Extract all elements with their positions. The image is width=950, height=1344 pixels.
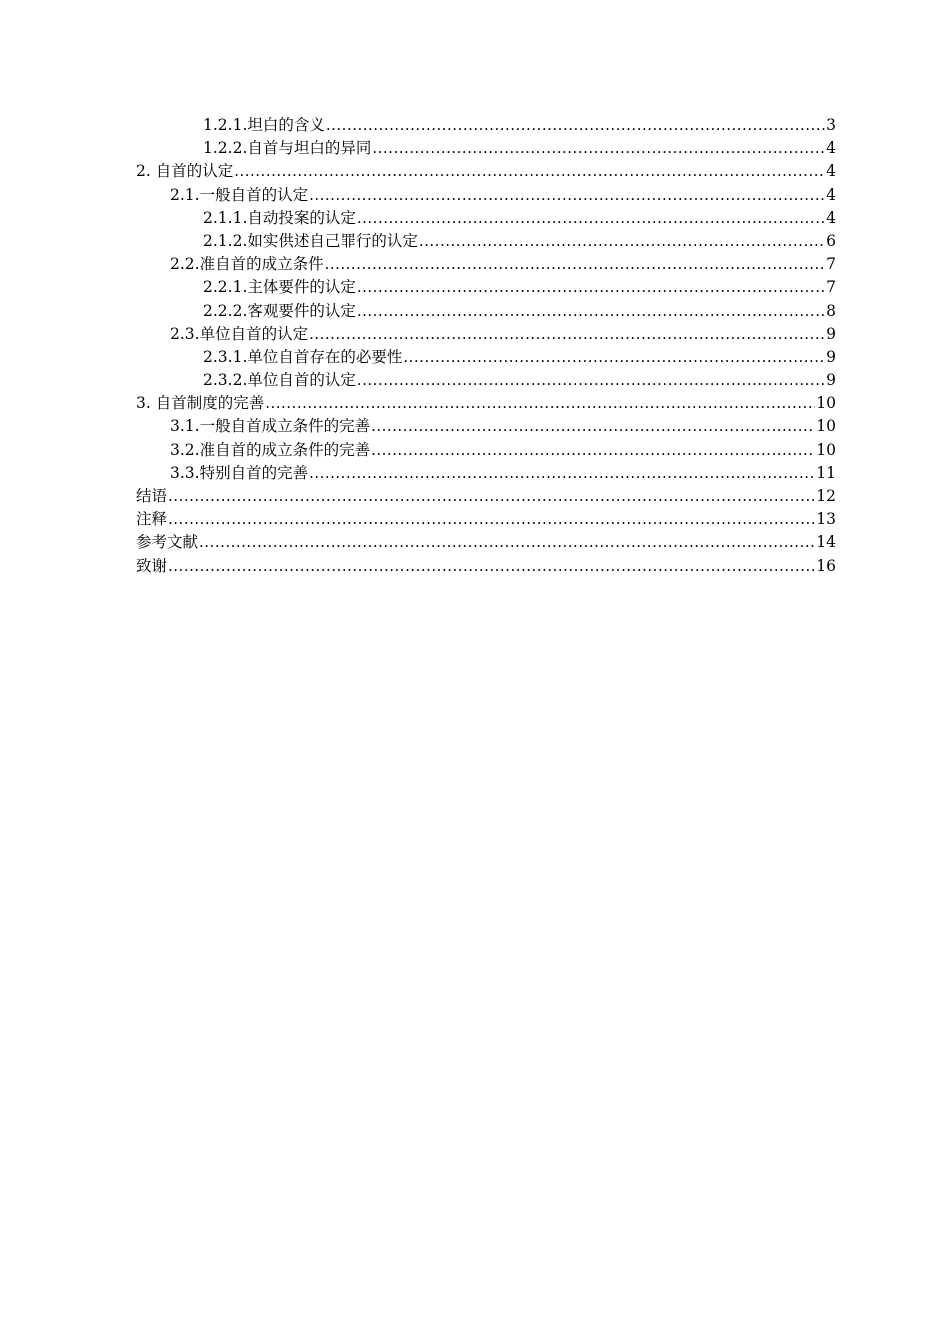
toc-dot-leader [371,439,815,462]
toc-entry-title: 致谢 [136,556,168,575]
toc-entry-title: 2.2.准自首的成立条件 [170,255,324,274]
toc-entry[interactable] [136,508,836,531]
toc-entry-title: 参考文献 [136,533,199,552]
toc-dot-leader [168,555,815,578]
toc-page-number: 9 [826,371,836,390]
toc-entry[interactable] [136,230,836,253]
toc-dot-leader [357,207,825,230]
toc-entry[interactable] [136,369,836,392]
toc-entry[interactable] [136,300,836,323]
toc-page-number: 7 [826,255,836,274]
toc-entry-title: 3.1.一般自首成立条件的完善 [170,417,371,436]
toc-page-number: 8 [826,301,836,320]
toc-page-number: 10 [816,394,836,413]
toc-entry[interactable] [136,137,836,160]
toc-page-number: 9 [826,347,836,366]
toc-entry-title: 1.2.2.自首与坦白的异同 [203,139,372,158]
toc-dot-leader [309,462,815,485]
toc-dot-leader [403,346,825,369]
toc-dot-leader [168,485,815,508]
toc-page-number: 10 [816,417,836,436]
toc-dot-leader [234,160,825,183]
toc-dot-leader [419,230,825,253]
toc-page-number: 3 [826,116,836,134]
toc-page-number: 4 [826,185,836,204]
toc-entry[interactable] [136,323,836,346]
toc-entry-title: 3.3.特别自首的完善 [170,463,309,482]
table-of-contents [136,114,836,578]
toc-entry[interactable] [136,207,836,230]
toc-entry[interactable] [136,392,836,415]
toc-entry[interactable] [136,555,836,578]
toc-entry-title: 3. 自首制度的完善 [136,394,265,413]
toc-page-number: 10 [816,440,836,459]
toc-page-number: 14 [816,533,836,552]
toc-page-number: 4 [826,208,836,227]
toc-entry-title: 注释 [136,510,168,529]
toc-entry-title: 2.3.2.单位自首的认定 [203,371,356,390]
toc-entry[interactable] [136,184,836,207]
toc-page-number: 9 [826,324,836,343]
toc-dot-leader [325,253,826,276]
toc-entry[interactable] [136,346,836,369]
toc-dot-leader [309,323,825,346]
toc-entry-title: 2.1.2.如实供述自己罪行的认定 [203,231,418,250]
toc-dot-leader [199,531,815,554]
toc-page-number: 13 [816,510,836,529]
toc-entry-title: 1.2.1.坦白的含义 [203,116,325,134]
toc-dot-leader [168,508,815,531]
toc-entry-title: 2. 自首的认定 [136,162,234,181]
toc-dot-leader [265,392,815,415]
toc-page-number: 4 [826,139,836,158]
toc-entry[interactable] [136,415,836,438]
toc-dot-leader [309,184,825,207]
toc-entry-title: 2.1.1.自动投案的认定 [203,208,356,227]
toc-dot-leader [357,300,825,323]
toc-entry-title: 2.3.单位自首的认定 [170,324,309,343]
toc-entry[interactable] [136,462,836,485]
toc-page-number: 7 [826,278,836,297]
toc-dot-leader [357,369,825,392]
toc-entry[interactable] [136,439,836,462]
toc-dot-leader [371,415,815,438]
toc-entry[interactable] [136,276,836,299]
toc-entry-title: 2.3.1.单位自首存在的必要性 [203,347,403,366]
toc-page-number: 12 [816,487,836,505]
toc-dot-leader [326,114,825,137]
toc-dot-leader [372,137,825,160]
toc-entry-title: 2.1.一般自首的认定 [170,185,309,204]
toc-entry[interactable] [136,253,836,276]
toc-entry[interactable] [136,531,836,554]
toc-dot-leader [357,276,825,299]
toc-page-number: 6 [826,231,836,250]
toc-page-number: 11 [816,463,836,482]
toc-entry-title: 结语 [136,487,168,505]
toc-entry-title: 3.2.准自首的成立条件的完善 [170,440,371,459]
toc-entry[interactable] [136,160,836,183]
toc-page-number: 4 [826,162,836,181]
toc-page-number: 16 [816,556,836,575]
toc-entry[interactable] [136,485,836,508]
toc-entry-title: 2.2.1.主体要件的认定 [203,278,356,297]
toc-entry[interactable] [136,114,836,137]
toc-entry-title: 2.2.2.客观要件的认定 [203,301,356,320]
